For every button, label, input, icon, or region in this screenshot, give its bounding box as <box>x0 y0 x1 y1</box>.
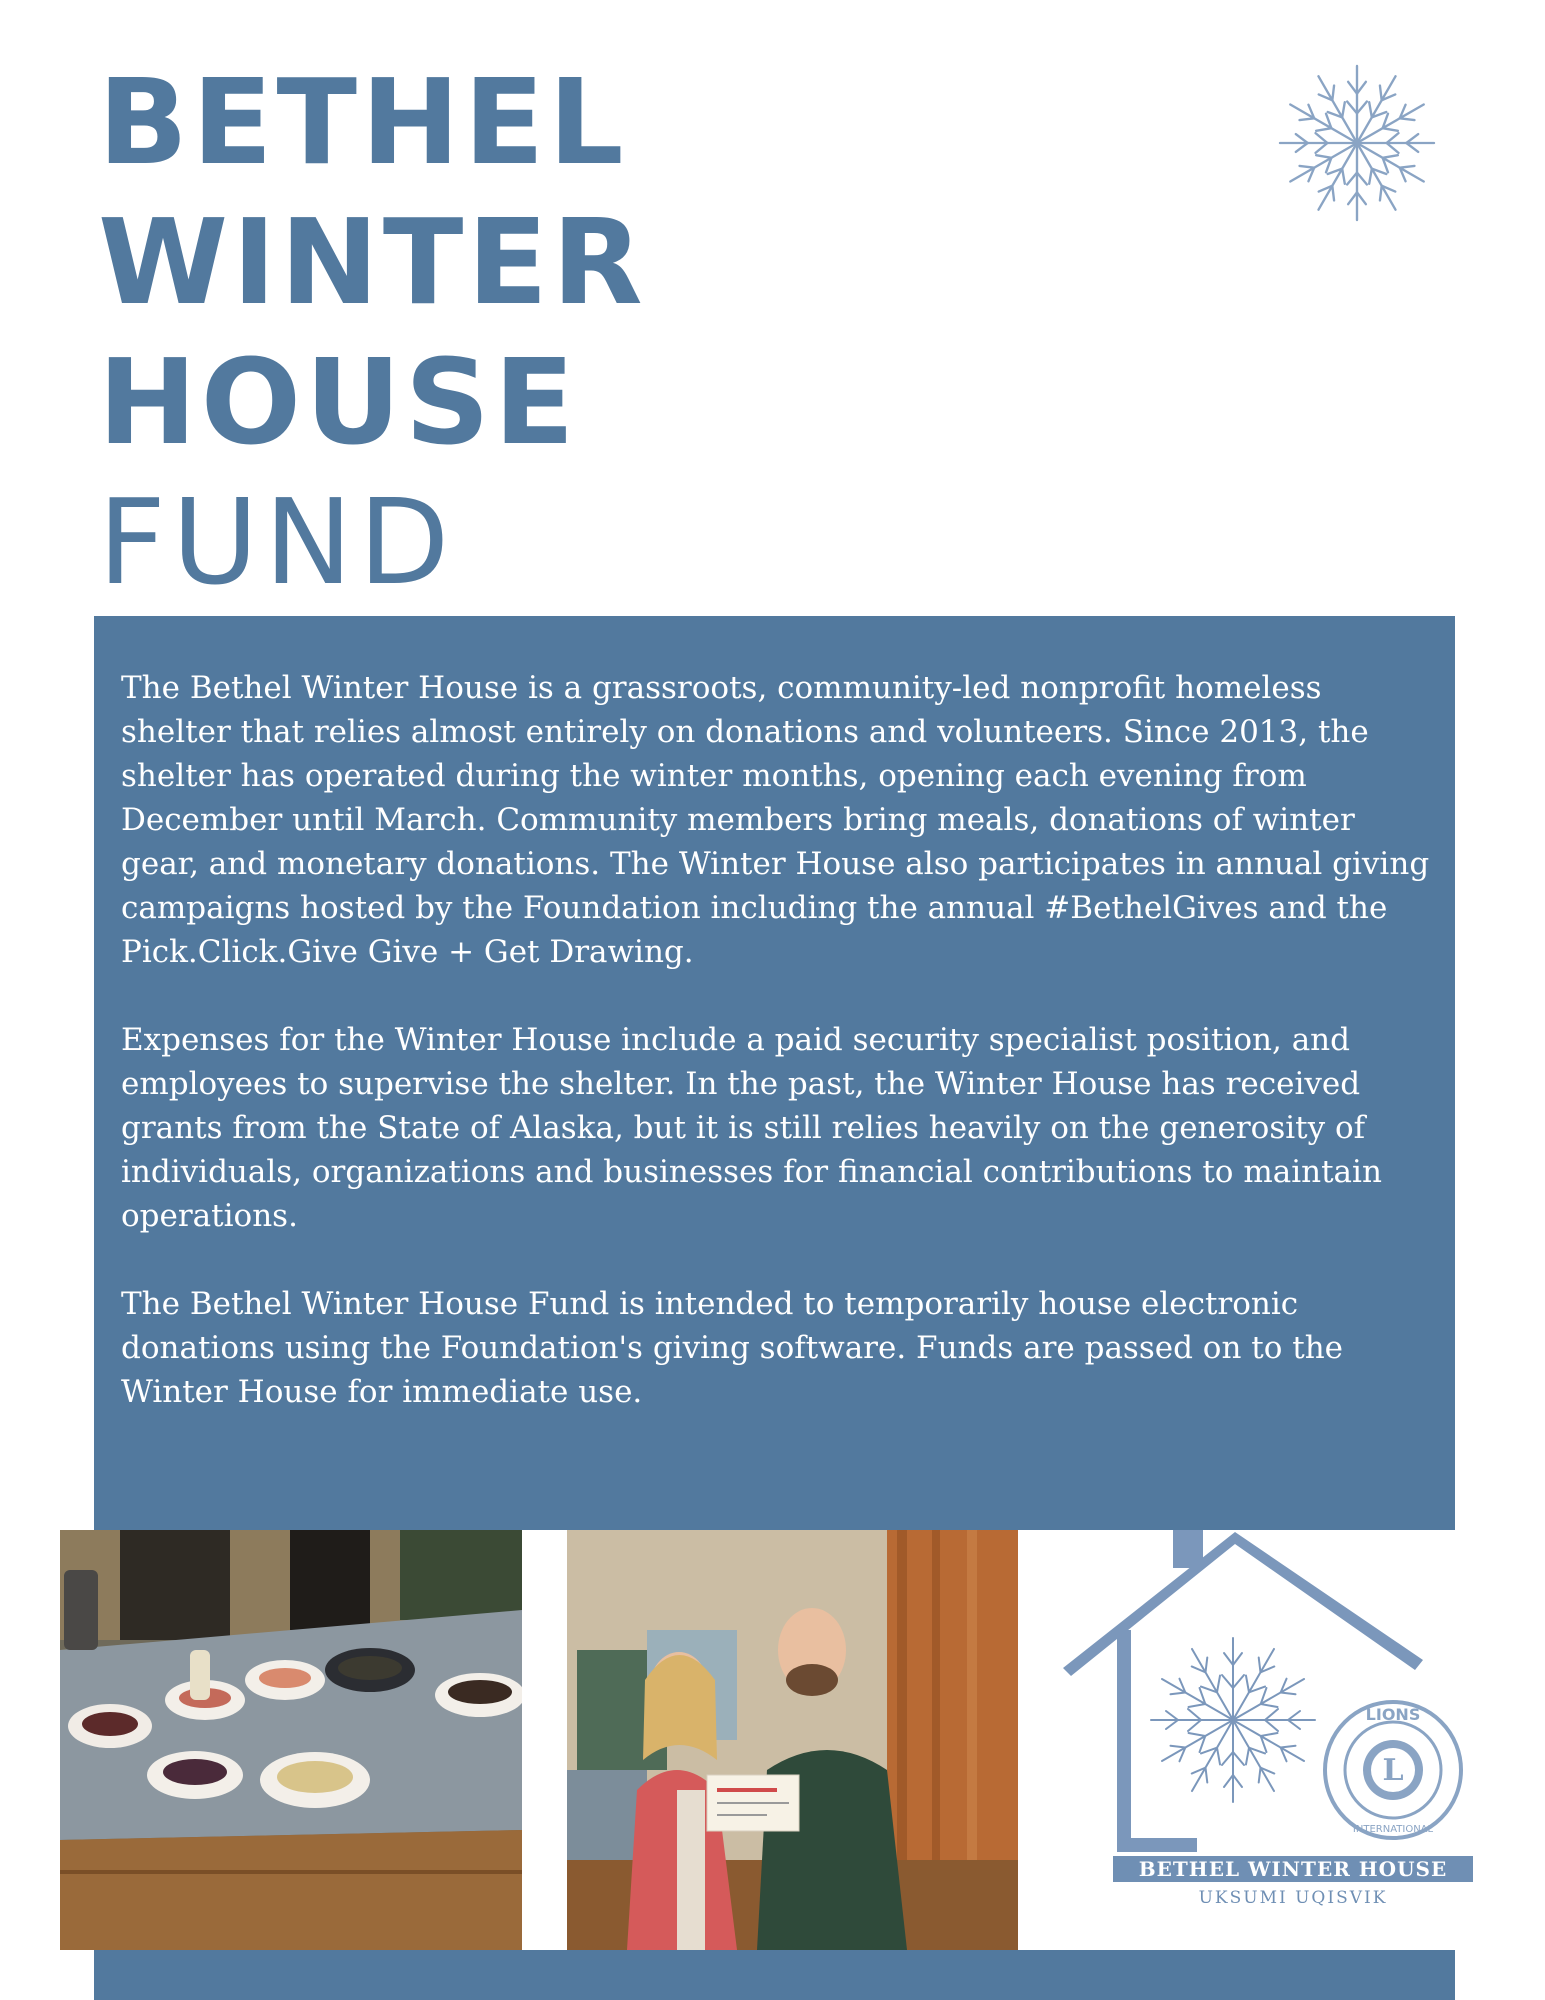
title-line-3: HOUSE <box>98 333 579 471</box>
page-title <box>98 52 647 612</box>
snowflake-icon <box>1151 1638 1315 1802</box>
lions-international: INTERNATIONAL <box>1352 1824 1434 1835</box>
paragraph-fund: The Bethel Winter House Fund is intended to temporarily house electronic donations using the Foundation's giving software. Funds are passed on to the Winter House for immediate use. <box>121 1286 1344 1410</box>
logo-name: BETHEL WINTER HOUSE <box>1113 1856 1473 1882</box>
check-presentation-photo <box>567 1530 1018 1950</box>
paragraph-intro: The Bethel Winter House is a grassroots, community-led nonprofit homeless shelter that relies almost entirely on donations and volunteers. Since 2013, the shelter has operated during the winter months, opening each evening from December until March. Community members bring meals, donations of winter gear, and monetary donations. The Winter House also participates in annual giving campaigns hosted by the Foundation including the annual #BethelGives and the Pick.Click.Give Give + Get Drawing. <box>121 670 1430 970</box>
title-line-1: BETHEL <box>98 53 628 191</box>
lions-word: LIONS <box>1365 1705 1421 1724</box>
panel-footer-strip <box>94 1950 1455 2000</box>
food-photo <box>60 1530 522 1950</box>
snowflake-icon <box>1278 62 1436 224</box>
lions-badge <box>1325 1702 1461 1838</box>
bethel-winter-house-logo <box>1063 1530 1478 1950</box>
title-line-2: WINTER <box>98 193 647 331</box>
lions-letter: L <box>1382 1753 1404 1788</box>
logo-subtitle: UKSUMI UQISVIK <box>1198 1888 1388 1908</box>
title-line-4: FUND <box>98 473 456 611</box>
description-text <box>121 666 1441 1458</box>
paragraph-expenses: Expenses for the Winter House include a paid security specialist position, and employees to supervise the shelter. In the past, the Winter House has received grants from the State of Alaska, but it is still relies heavily on the generosity of individuals, organizations and businesses for financial contributions to maintain operations. <box>121 1022 1382 1234</box>
